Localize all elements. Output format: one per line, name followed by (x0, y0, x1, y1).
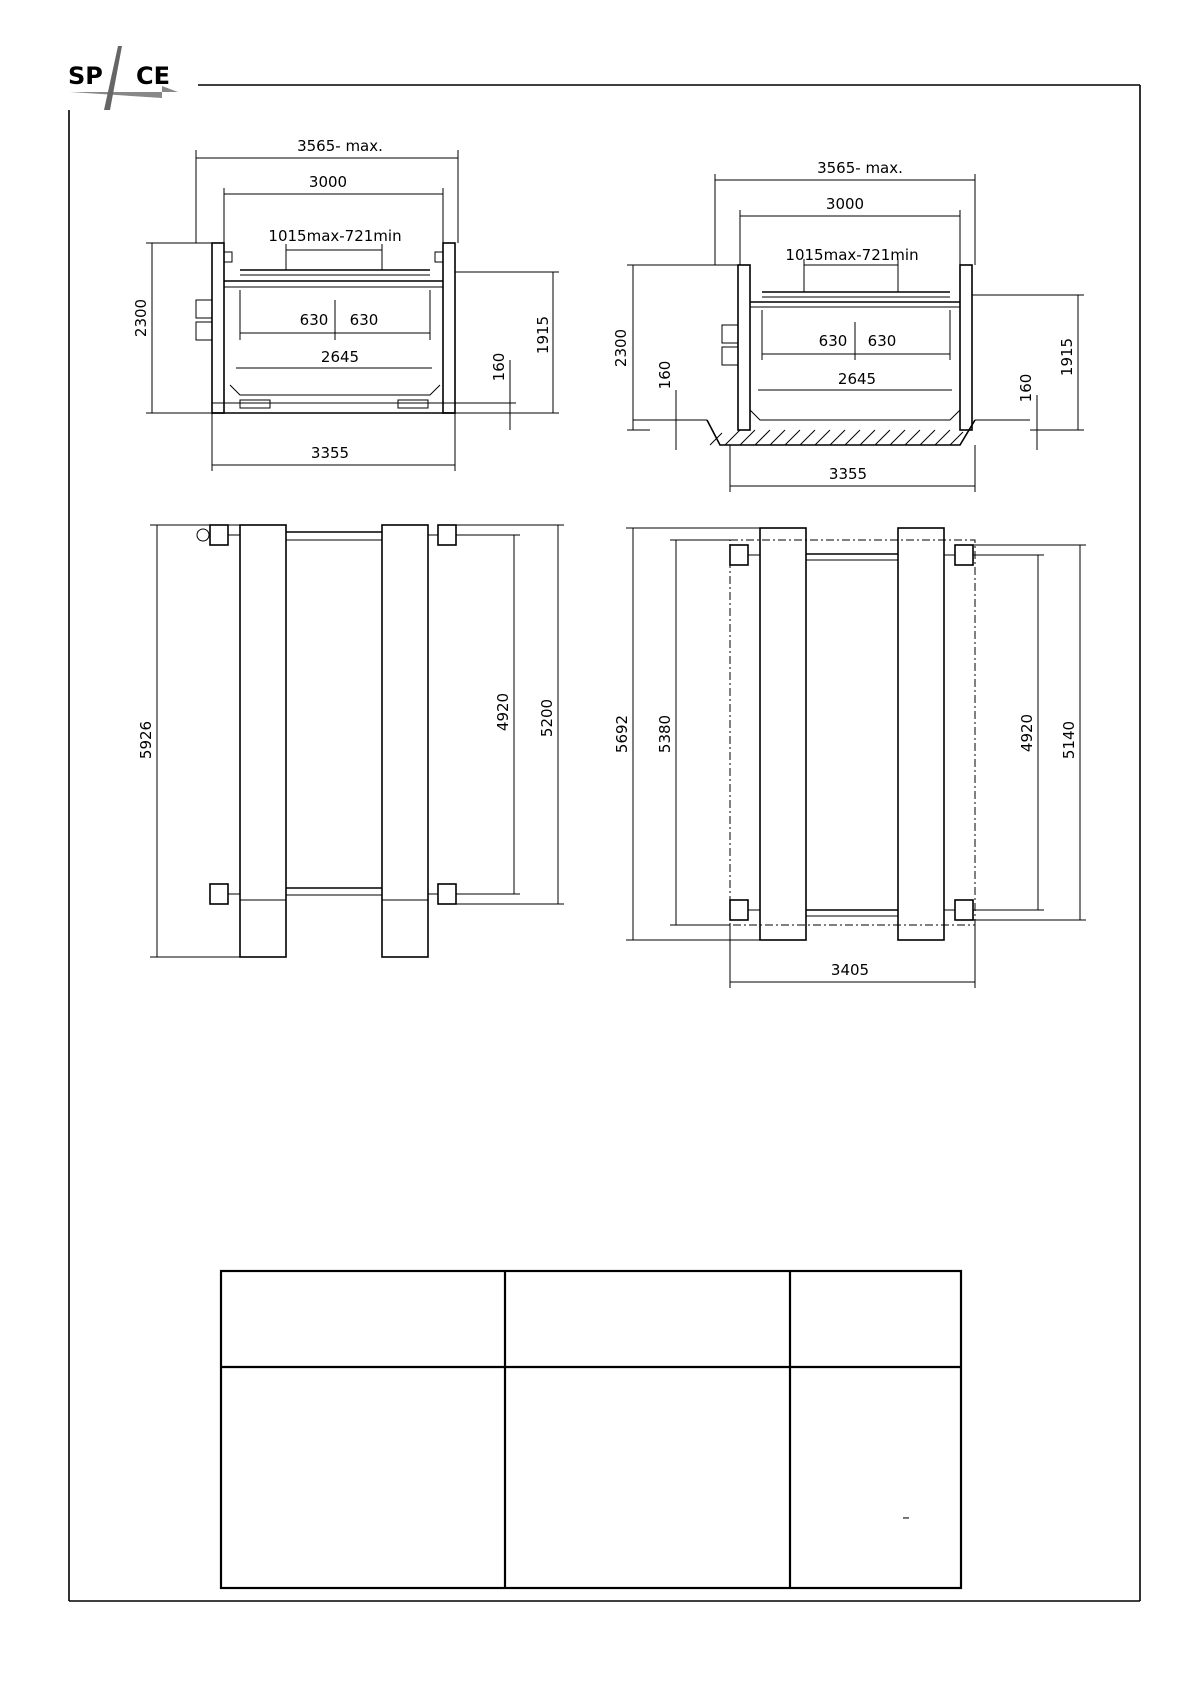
dim-width-3000: 3000 (308, 173, 348, 191)
logo-text-left: SP (68, 62, 103, 90)
drawing-border (69, 85, 1140, 1601)
dim-base-width: 3355 (828, 465, 868, 483)
dim-runway-a: 630 (299, 311, 329, 329)
dim-base-width: 3355 (310, 444, 350, 462)
dim-post-spacing: 4920 (1018, 713, 1036, 753)
dim-lift-height: 1915 (534, 315, 552, 355)
dim-height-total: 2300 (132, 298, 150, 338)
top-view-right (613, 528, 1086, 988)
dim-total-length: 5692 (613, 714, 631, 754)
dim-runway-a: 630 (818, 332, 848, 350)
space-logo (62, 40, 186, 112)
dim-length-5380: 5380 (656, 714, 674, 754)
dim-runway-height-right: 160 (1017, 373, 1035, 403)
front-view-right (612, 159, 1084, 492)
front-view-left (132, 137, 559, 471)
dim-width-3000: 3000 (825, 195, 865, 213)
dim-overall-width: 3565- max. (817, 159, 903, 177)
dim-inner-width: 2645 (837, 370, 877, 388)
title-block (221, 1271, 961, 1588)
dim-outer-length: 5140 (1060, 720, 1078, 760)
dim-inner-width: 2645 (320, 348, 360, 366)
logo-text-right: CE (136, 62, 171, 90)
dim-overall-width: 3405 (830, 961, 870, 979)
dim-height-total: 2300 (612, 328, 630, 368)
dim-post-spacing: 4920 (494, 692, 512, 732)
ground-hatching (710, 430, 963, 445)
dim-lift-height: 1915 (1058, 337, 1076, 377)
top-view-left (137, 525, 564, 957)
dim-runway-b: 630 (349, 311, 379, 329)
dim-outer-length: 5200 (538, 698, 556, 738)
title-block-mark: – (902, 1508, 910, 1526)
dim-runway-height: 160 (490, 352, 508, 382)
dim-runway-b: 630 (867, 332, 897, 350)
dim-total-length: 5926 (137, 720, 155, 760)
dim-runway-spread: 1015max-721min (785, 246, 919, 264)
dim-runway-height-left: 160 (656, 360, 674, 390)
dim-overall-width: 3565- max. (297, 137, 383, 155)
dim-runway-spread: 1015max-721min (268, 227, 402, 245)
